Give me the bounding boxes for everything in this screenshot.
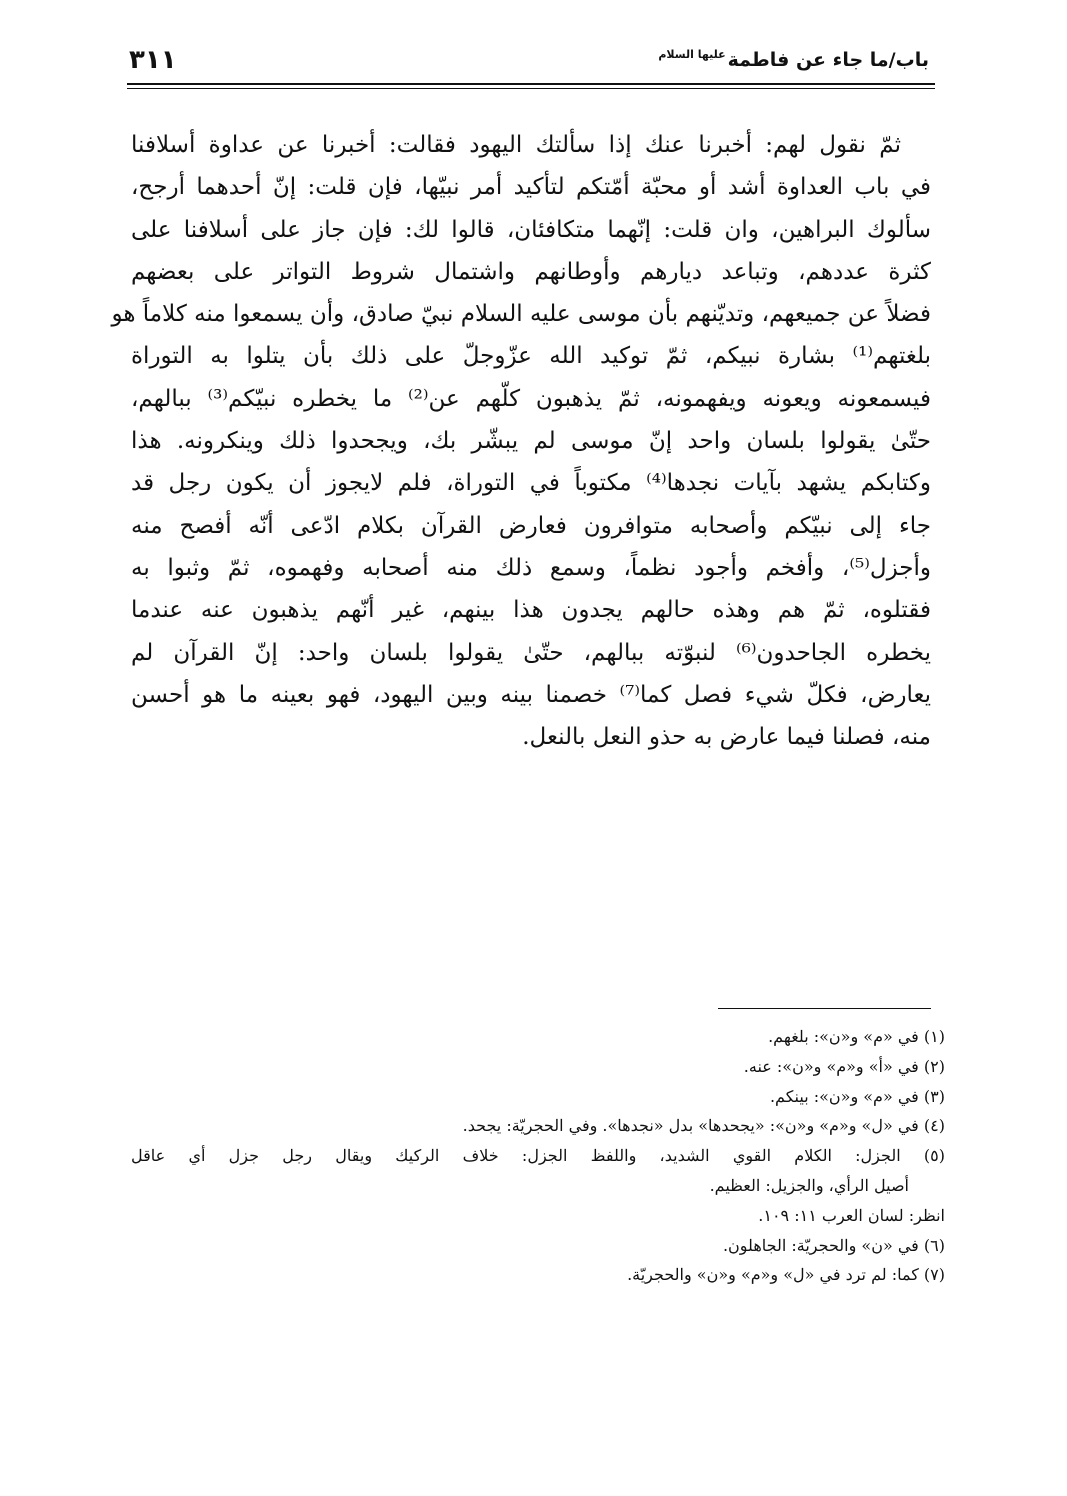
text-line: منه، فصلنا فيما عارض به حذو النعل بالنعل. [522,724,931,751]
text-line: وأجزل⁽⁵⁾، وأفخم وأجود نظماً، وسمع ذلك منه أصحابه وفهموه، ثمّ وثبوا به [131,554,931,581]
text-line: جاء إلى نبيّكم وأصحابه متوافرون فعارض القرآن بكلام ادّعى أنّه أفصح منه [131,512,931,539]
text-line: وكتابكم يشهد بآيات نجدها⁽⁴⁾ مكتوباً في التوراة، فلم لايجوز أن يكون رجل قد [131,470,931,497]
footnotes [131,1022,945,1290]
running-head [129,40,929,80]
footnote-separator [718,1008,931,1009]
footnote: (١) في «م» و«ن»: بلغهم. [768,1027,945,1046]
chapter-title-text: باب/ما جاء عن فاطمة [727,49,929,71]
header-rule-thin [127,88,935,89]
footnote: (٥) الجزل: الكلام القوي الشديد، واللفظ الجزل: خلاف الركيك ويقال رجل جزل أي عاقل [131,1146,945,1166]
text-line: حتّىٰ يقولوا بلسان واحد إنّ موسى لم يبشّر بك، ويجحدوا ذلك وينكرونه. هذا [131,428,931,455]
text-line: سألوك البراهين، وان قلت: إنّهما متكافئان، قالوا لك: فإن جاز على أسلافنا على [131,216,931,243]
footnote: (٢) في «أ» و«م» و«ن»: عنه. [743,1056,945,1076]
honorific-mark: عليها السلام [658,47,726,61]
text-line: يخطره الجاحدون⁽⁶⁾ لنبوّته ببالهم، حتّىٰ يقولوا بلسان واحد: إنّ القرآن لم [131,639,931,666]
main-text [111,124,931,758]
text-line: فضلاً عن جميعهم، وتديّنهم بأن موسى عليه السلام نبيّ صادق، وأن يسمعوا منه كلاماً هو [111,301,931,328]
footnote: (٣) في «م» و«ن»: بينكم. [769,1086,945,1106]
text-line: فيسمعونه ويعونه ويفهمونه، ثمّ يذهبون كلّهم عن⁽²⁾ ما يخطره نبيّكم⁽³⁾ ببالهم، [131,385,931,412]
page-number: ٣١١ [129,45,177,75]
footnote: (٦) في «ن» والحجريّة: الجاهلون. [722,1235,945,1255]
text-line: يعارض، فكلّ شيء فصل كما⁽⁷⁾ خصمنا بينه وبين اليهود، فهو بعينه ما هو أحسن [131,681,931,708]
text-line: بلغتهم⁽¹⁾ بشارة نبيكم، ثمّ توكيد الله عزّوجلّ على ذلك بأن يتلوا به التوراة [131,343,931,370]
footnote-continuation: أصيل الرأي، والجزيل: العظيم. [709,1175,909,1195]
header-rule [127,83,935,85]
footnote: (٧) كما: لم ترد في «ل» و«م» و«ن» والحجريّة. [627,1265,945,1285]
text-line: كثرة عددهم، وتباعد ديارهم وأوطانهم واشتمال شروط التواتر على بعضهم [131,258,931,285]
footnote: (٤) في «ل» و«م» و«ن»: «يجحدها» بدل «نجدها». وفي الحجريّة: يجحد. [462,1116,945,1136]
footnote-reference: انظر: لسان العرب ١١: ١٠٩. [758,1205,945,1225]
text-line: ثمّ نقول لهم: أخبرنا عنك إذا سألتك اليهود فقالت: أخبرنا عن عداوة أسلافنا [131,132,901,158]
text-line: في باب العداوة أشد أو محبّة أمّتكم لتأكيد أمر نبيّها، فإن قلت: إنّ أحدهما أرجح، [131,174,931,201]
text-line: فقتلوه، ثمّ هم وهذه حالهم يجدون هذا بينهم، غير أنّهم يذهبون عنه عندما [131,597,931,624]
chapter-title [658,49,929,71]
